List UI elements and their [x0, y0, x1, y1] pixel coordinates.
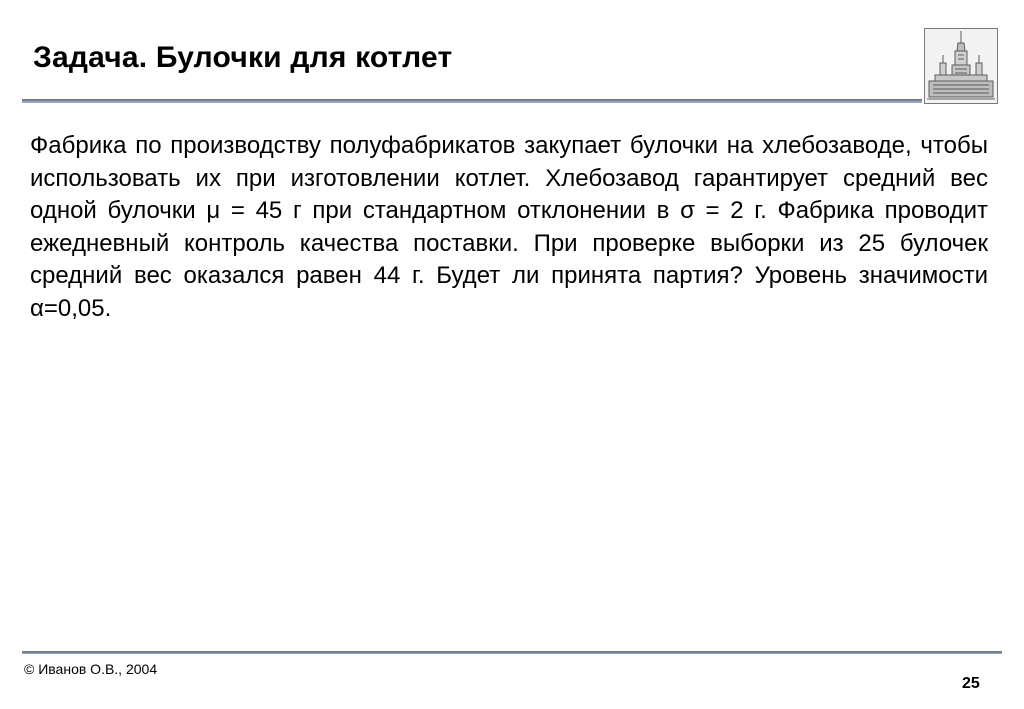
- footer-divider: [22, 651, 1002, 654]
- problem-text: Фабрика по производству полуфабрикатов закупает булочки на хлебозаводе, чтобы использовать их при изготовлении котлет. Хлебозавод гарантирует средний вес одной булочки μ = 45 г при стандартном отклонении в σ = 2 г. Фабрика проводит ежедневный контроль качества поставки. При проверке выборки из 25 булочек средний вес оказался равен 44 г. Будет ли принята партия? Уровень значимости α=0,05.: [30, 132, 988, 322]
- title-divider: [22, 99, 922, 103]
- page-number: 25: [962, 675, 980, 692]
- university-building-icon: [924, 28, 998, 104]
- slide-title: Задача. Булочки для котлет: [33, 41, 453, 74]
- footer-copyright: © Иванов О.В., 2004: [24, 661, 158, 677]
